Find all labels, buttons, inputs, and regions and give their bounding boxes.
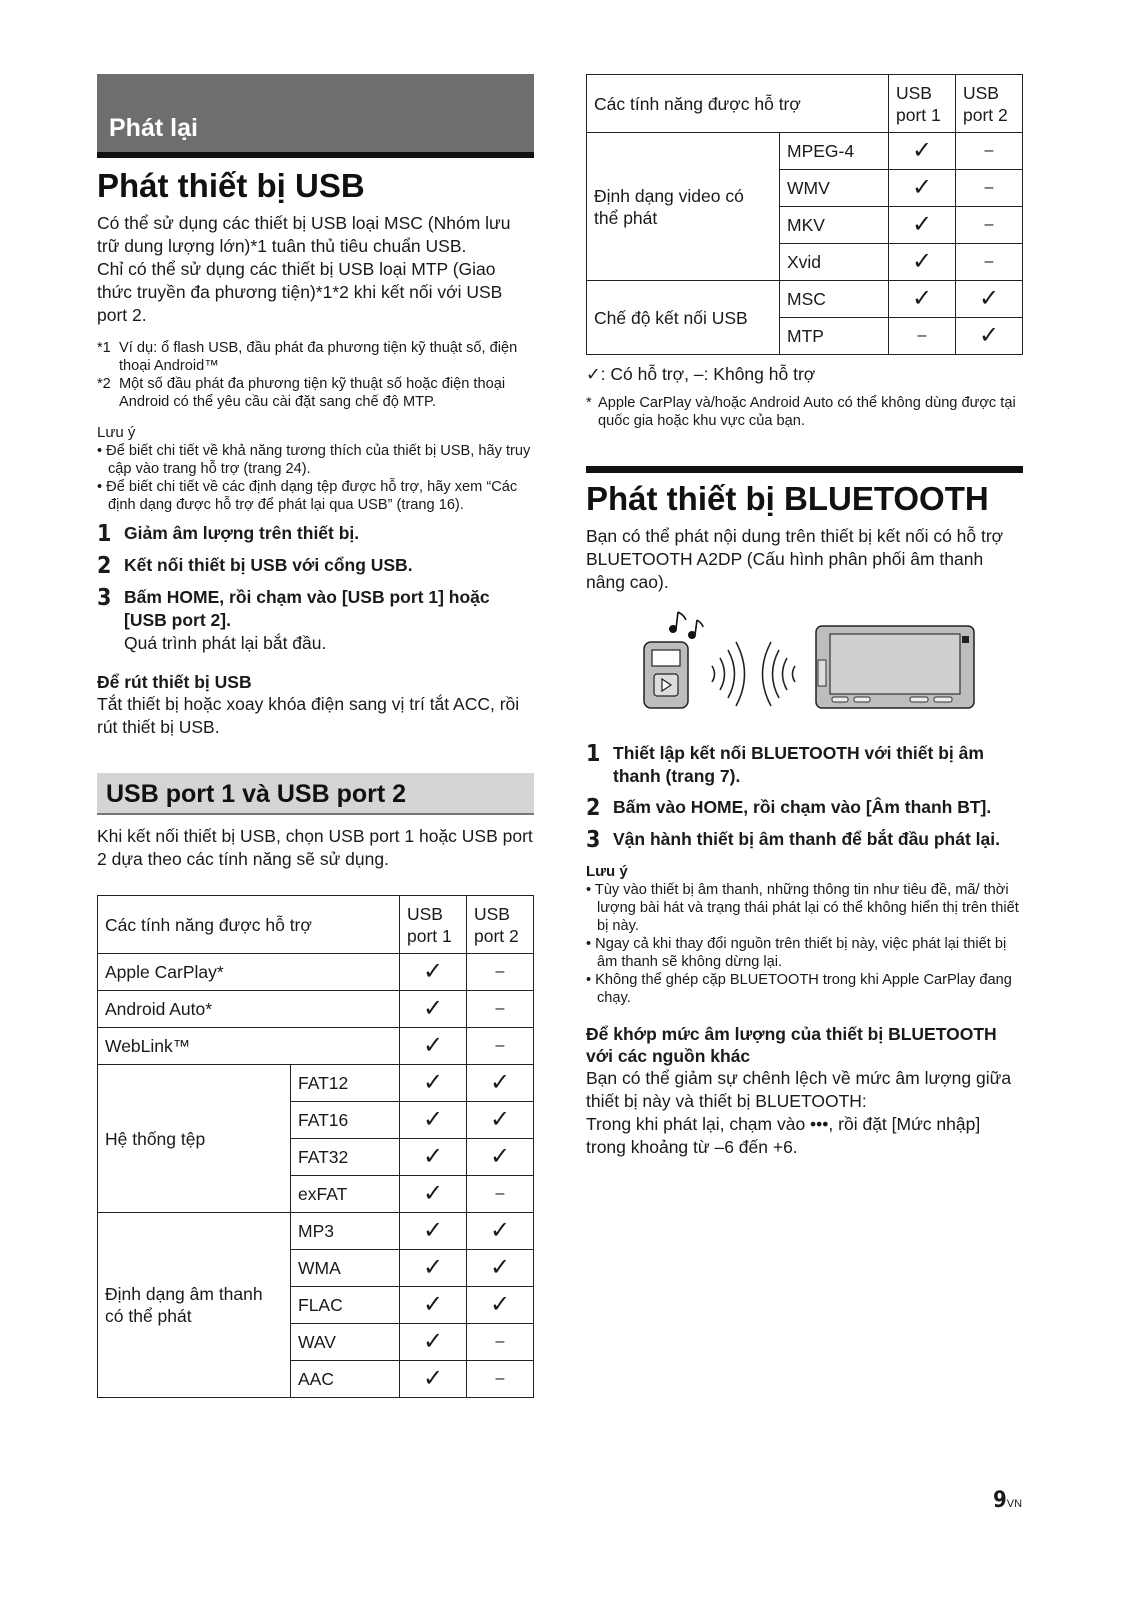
group-label: Chế độ kết nối USB xyxy=(587,281,780,355)
note-item: • Ngay cả khi thay đổi nguồn trên thiết bị này, việc phát lại thiết bị âm thanh sẽ không dừng lại. xyxy=(586,936,1007,970)
ports-title: USB port 1 và USB port 2 xyxy=(106,780,407,808)
step-item: 2 Bấm vào HOME, rồi chạm vào [Âm thanh BT]. xyxy=(586,795,992,821)
table-row: WebLink™ ✓ – xyxy=(98,1028,534,1065)
feature-table-1 xyxy=(97,895,534,1398)
table-row: WMA ✓ ✓ xyxy=(98,1250,534,1287)
bt-steps xyxy=(586,742,1023,852)
remove-heading: Để rút thiết bị USB xyxy=(97,672,252,692)
volume-paragraph-2: Trong khi phát lại, chạm vào •••, rồi đặt [Mức nhập] trong khoảng từ –6 đến +6. xyxy=(586,1114,981,1157)
table-row: MTP – ✓ xyxy=(587,318,1023,355)
step-sub-text: Quá trình phát lại bắt đầu. xyxy=(124,633,327,653)
step-item: 3 Vận hành thiết bị âm thanh để bắt đầu phát lại. xyxy=(586,827,1000,853)
footnote: *1 Ví dụ: ổ flash USB, đầu phát đa phương tiện kỹ thuật số, điện thoại Android™ xyxy=(97,340,518,374)
table-legend: ✓: Có hỗ trợ, –: Không hỗ trợ xyxy=(586,364,816,384)
section-band xyxy=(97,74,534,158)
usb-notes xyxy=(97,423,534,514)
ports-band xyxy=(97,773,534,815)
step-item: 3 Bấm HOME, rồi chạm vào [USB port 1] hoặc [USB port 2]. xyxy=(97,585,490,630)
volume-heading: Để khớp mức âm lượng của thiết bị BLUETOOTH với các nguồn khác xyxy=(586,1024,997,1066)
table-row: AAC ✓ – xyxy=(98,1361,534,1398)
usb-paragraph-2: Chỉ có thể sử dụng các thiết bị USB loại MTP (Giao thức truyền đa phương tiện)*1*2 khi kết nối với USB port 2. xyxy=(97,259,503,325)
asterisk-note: * Apple CarPlay và/hoặc Android Auto có thể không dùng được tại quốc gia hoặc khu vực của bạn. xyxy=(586,395,1016,429)
left-column xyxy=(97,74,534,1398)
table-row: Định dạng video có thể phát MPEG-4 ✓ – xyxy=(587,133,1023,170)
table-row: Apple CarPlay* ✓ – xyxy=(98,954,534,991)
step-item: 2 Kết nối thiết bị USB với cổng USB. xyxy=(97,553,413,579)
page-number: 9VN xyxy=(993,1488,1023,1513)
table-row: MKV ✓ – xyxy=(587,207,1023,244)
audio-player-icon xyxy=(644,642,688,708)
table-row: WAV ✓ – xyxy=(98,1324,534,1361)
group-label: Định dạng âm thanh có thể phát xyxy=(98,1213,291,1398)
header-feature: Các tính năng được hỗ trợ xyxy=(587,75,889,133)
header-port1: USB port 1 xyxy=(889,75,956,133)
header-port1: USB port 1 xyxy=(400,896,467,954)
right-column xyxy=(586,74,1023,1159)
music-note-icon xyxy=(670,612,703,638)
table-header-row xyxy=(587,75,1023,133)
ports-text: Khi kết nối thiết bị USB, chọn USB port 1 hoặc USB port 2 dựa theo các tính năng sẽ sử dụng. xyxy=(97,826,533,869)
table-row: FLAC ✓ ✓ xyxy=(98,1287,534,1324)
section-rule xyxy=(586,466,1023,473)
note-item: • Để biết chi tiết về khả năng tương thích của thiết bị USB, hãy truy cập vào trang hỗ trợ (trang 24). xyxy=(97,443,531,477)
signal-waves-icon xyxy=(712,642,795,706)
note-heading: Lưu ý xyxy=(97,424,136,441)
bt-title: Phát thiết bị BLUETOOTH xyxy=(586,480,989,517)
bluetooth-illustration xyxy=(640,608,980,720)
table-row: Hệ thống tệp FAT12 ✓ ✓ xyxy=(98,1065,534,1102)
table-row: Android Auto* ✓ – xyxy=(98,991,534,1028)
step-item: 1 Giảm âm lượng trên thiết bị. xyxy=(97,521,360,547)
table-row: Định dạng âm thanh có thể phát MP3 ✓ ✓ xyxy=(98,1213,534,1250)
remove-text: Tắt thiết bị hoặc xoay khóa điện sang vị trí tắt ACC, rồi rút thiết bị USB. xyxy=(97,694,520,737)
head-unit-icon xyxy=(816,626,974,708)
usb-paragraph-1: Có thể sử dụng các thiết bị USB loại MSC (Nhóm lưu trữ dung lượng lớn)*1 tuân thủ tiêu chuẩn USB. xyxy=(97,213,511,256)
usb-title: Phát thiết bị USB xyxy=(97,167,365,204)
bt-notes xyxy=(586,862,1023,1007)
table-row: Xvid ✓ – xyxy=(587,244,1023,281)
note-heading: Lưu ý xyxy=(586,863,628,880)
table-row: FAT16 ✓ ✓ xyxy=(98,1102,534,1139)
note-item: • Để biết chi tiết về các định dạng tệp được hỗ trợ, hãy xem “Các định dạng được hỗ trợ để phát lại qua USB” (trang 16). xyxy=(97,479,518,513)
feature-table-2 xyxy=(586,74,1023,355)
group-label: Định dạng video có thể phát xyxy=(587,133,780,281)
table-row: Chế độ kết nối USB MSC ✓ ✓ xyxy=(587,281,1023,318)
volume-paragraph-1: Bạn có thể giảm sự chênh lệch về mức âm lượng giữa thiết bị này và thiết bị BLUETOOTH: xyxy=(586,1068,1012,1111)
step-item: 1 Thiết lập kết nối BLUETOOTH với thiết bị âm thanh (trang 7). xyxy=(586,741,984,786)
header-feature: Các tính năng được hỗ trợ xyxy=(98,896,400,954)
section-band-label: Phát lại xyxy=(109,114,198,142)
header-port2: USB port 2 xyxy=(956,75,1023,133)
usb-steps xyxy=(97,522,534,655)
footnote: *2 Một số đầu phát đa phương tiện kỹ thuật số hoặc điện thoại Android có thể yêu cầu cài đặt sang chế độ MTP. xyxy=(97,376,506,410)
group-label: Hệ thống tệp xyxy=(98,1065,291,1213)
note-item: • Tùy vào thiết bị âm thanh, những thông tin như tiêu đề, mã/ thời lượng bài hát và trạng thái phát lại có thể không hiển thị trên thiết bị này. xyxy=(586,882,1019,934)
usb-footnotes xyxy=(97,339,534,411)
note-item: • Không thể ghép cặp BLUETOOTH trong khi Apple CarPlay đang chạy. xyxy=(586,972,1012,1006)
table-row: FAT32 ✓ ✓ xyxy=(98,1139,534,1176)
table-row: exFAT ✓ – xyxy=(98,1176,534,1213)
table-row: WMV ✓ – xyxy=(587,170,1023,207)
header-port2: USB port 2 xyxy=(467,896,534,954)
table-header-row xyxy=(98,896,534,954)
bt-intro: Bạn có thể phát nội dung trên thiết bị kết nối có hỗ trợ BLUETOOTH A2DP (Cấu hình phân phối âm thanh nâng cao). xyxy=(586,526,1004,592)
bluetooth-illustration-svg xyxy=(640,608,980,720)
